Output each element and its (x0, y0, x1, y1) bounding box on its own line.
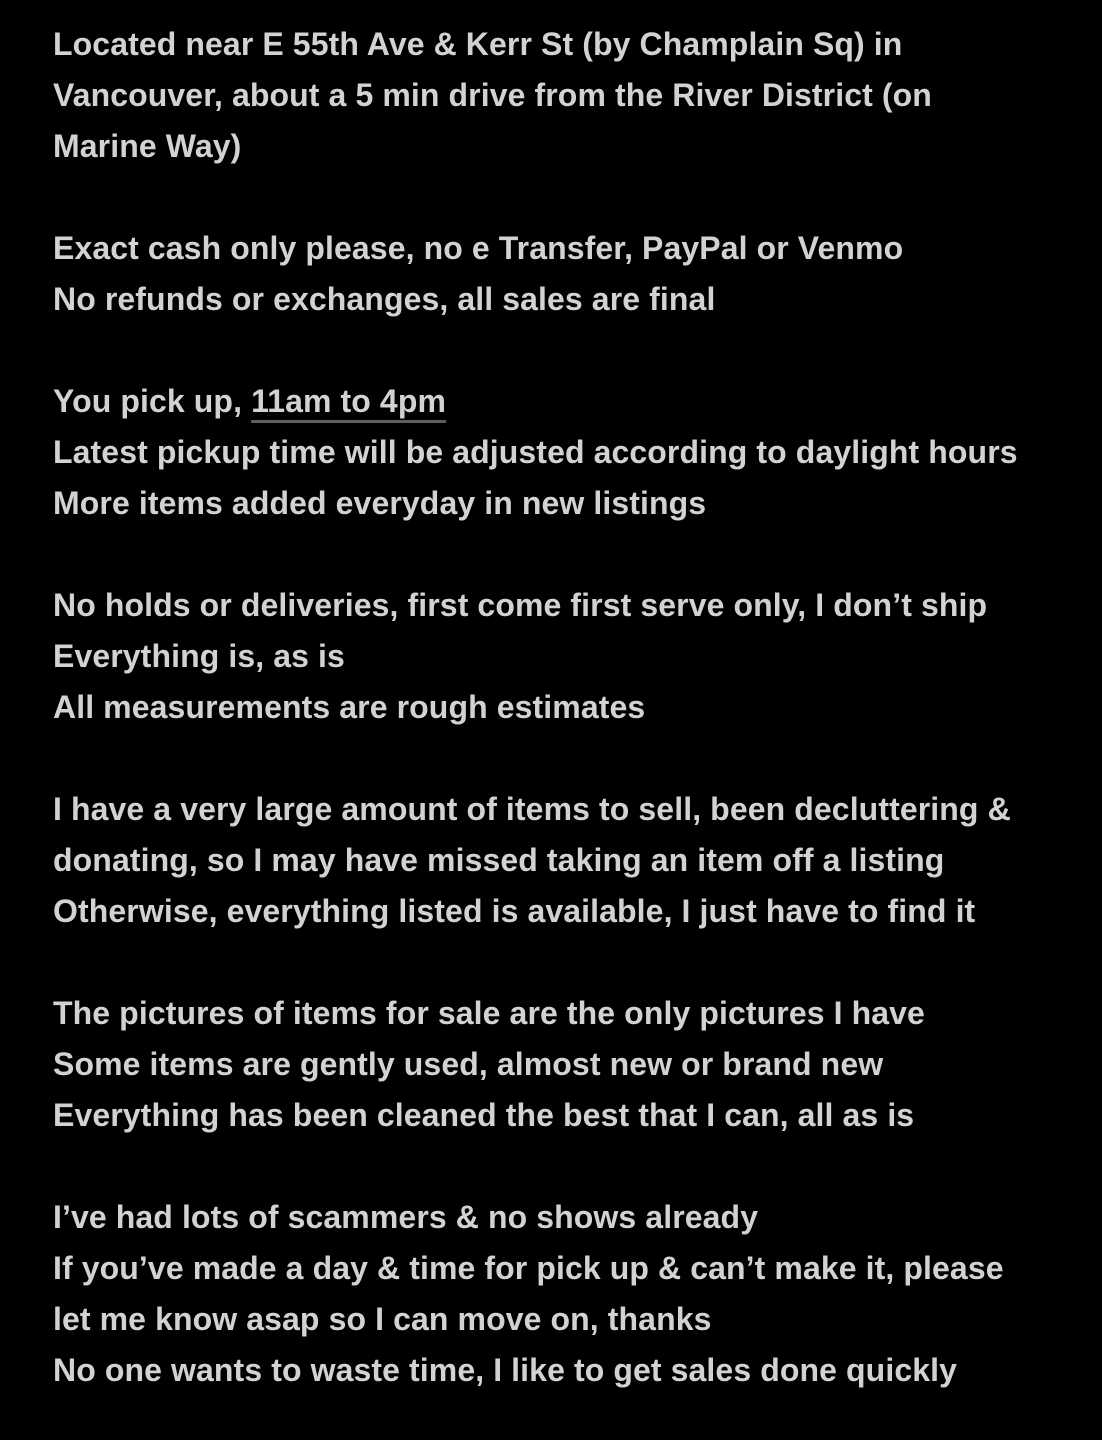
paragraph-location (53, 19, 1062, 172)
paragraph-payment (53, 223, 1062, 325)
text-line: Everything is, as is (53, 638, 345, 674)
text-line: Everything has been cleaned the best that I can, all as is (53, 1097, 915, 1133)
paragraph-pickup (53, 376, 1062, 529)
text-line: No refunds or exchanges, all sales are final (53, 281, 716, 317)
pickup-hours-underlined: 11am to 4pm (251, 383, 447, 419)
text-line: Marine Way) (53, 128, 242, 164)
text-line: All measurements are rough estimates (53, 689, 646, 725)
text-line: Located near E 55th Ave & Kerr St (by Champlain Sq) in (53, 26, 903, 62)
text-line: Exact cash only please, no e Transfer, PayPal or Venmo (53, 230, 904, 266)
paragraph-no-holds (53, 580, 1062, 733)
paragraph-decluttering (53, 784, 1062, 937)
paragraph-condition (53, 988, 1062, 1141)
text-line: let me know asap so I can move on, thanks (53, 1301, 712, 1337)
text-line: donating, so I may have missed taking an item off a listing (53, 842, 945, 878)
text-line: The pictures of items for sale are the only pictures I have (53, 995, 925, 1031)
text-line: If you’ve made a day & time for pick up & can’t make it, please (53, 1250, 1004, 1286)
text-line: I have a very large amount of items to sell, been decluttering & (53, 791, 1011, 827)
text-line: Otherwise, everything listed is available, I just have to find it (53, 893, 976, 929)
pickup-line-prefix: You pick up, (53, 383, 252, 419)
paragraph-scammers (53, 1192, 1062, 1396)
text-line: I’ve had lots of scammers & no shows already (53, 1199, 759, 1235)
text-line: More items added everyday in new listings (53, 485, 707, 521)
text-line: No holds or deliveries, first come first serve only, I don’t ship (53, 587, 988, 623)
text-line: Latest pickup time will be adjusted according to daylight hours (53, 434, 1018, 470)
text-line: Vancouver, about a 5 min drive from the River District (on (53, 77, 932, 113)
text-line: Some items are gently used, almost new or brand new (53, 1046, 884, 1082)
text-line: No one wants to waste time, I like to get sales done quickly (53, 1352, 957, 1388)
pickup-line (53, 376, 1062, 427)
